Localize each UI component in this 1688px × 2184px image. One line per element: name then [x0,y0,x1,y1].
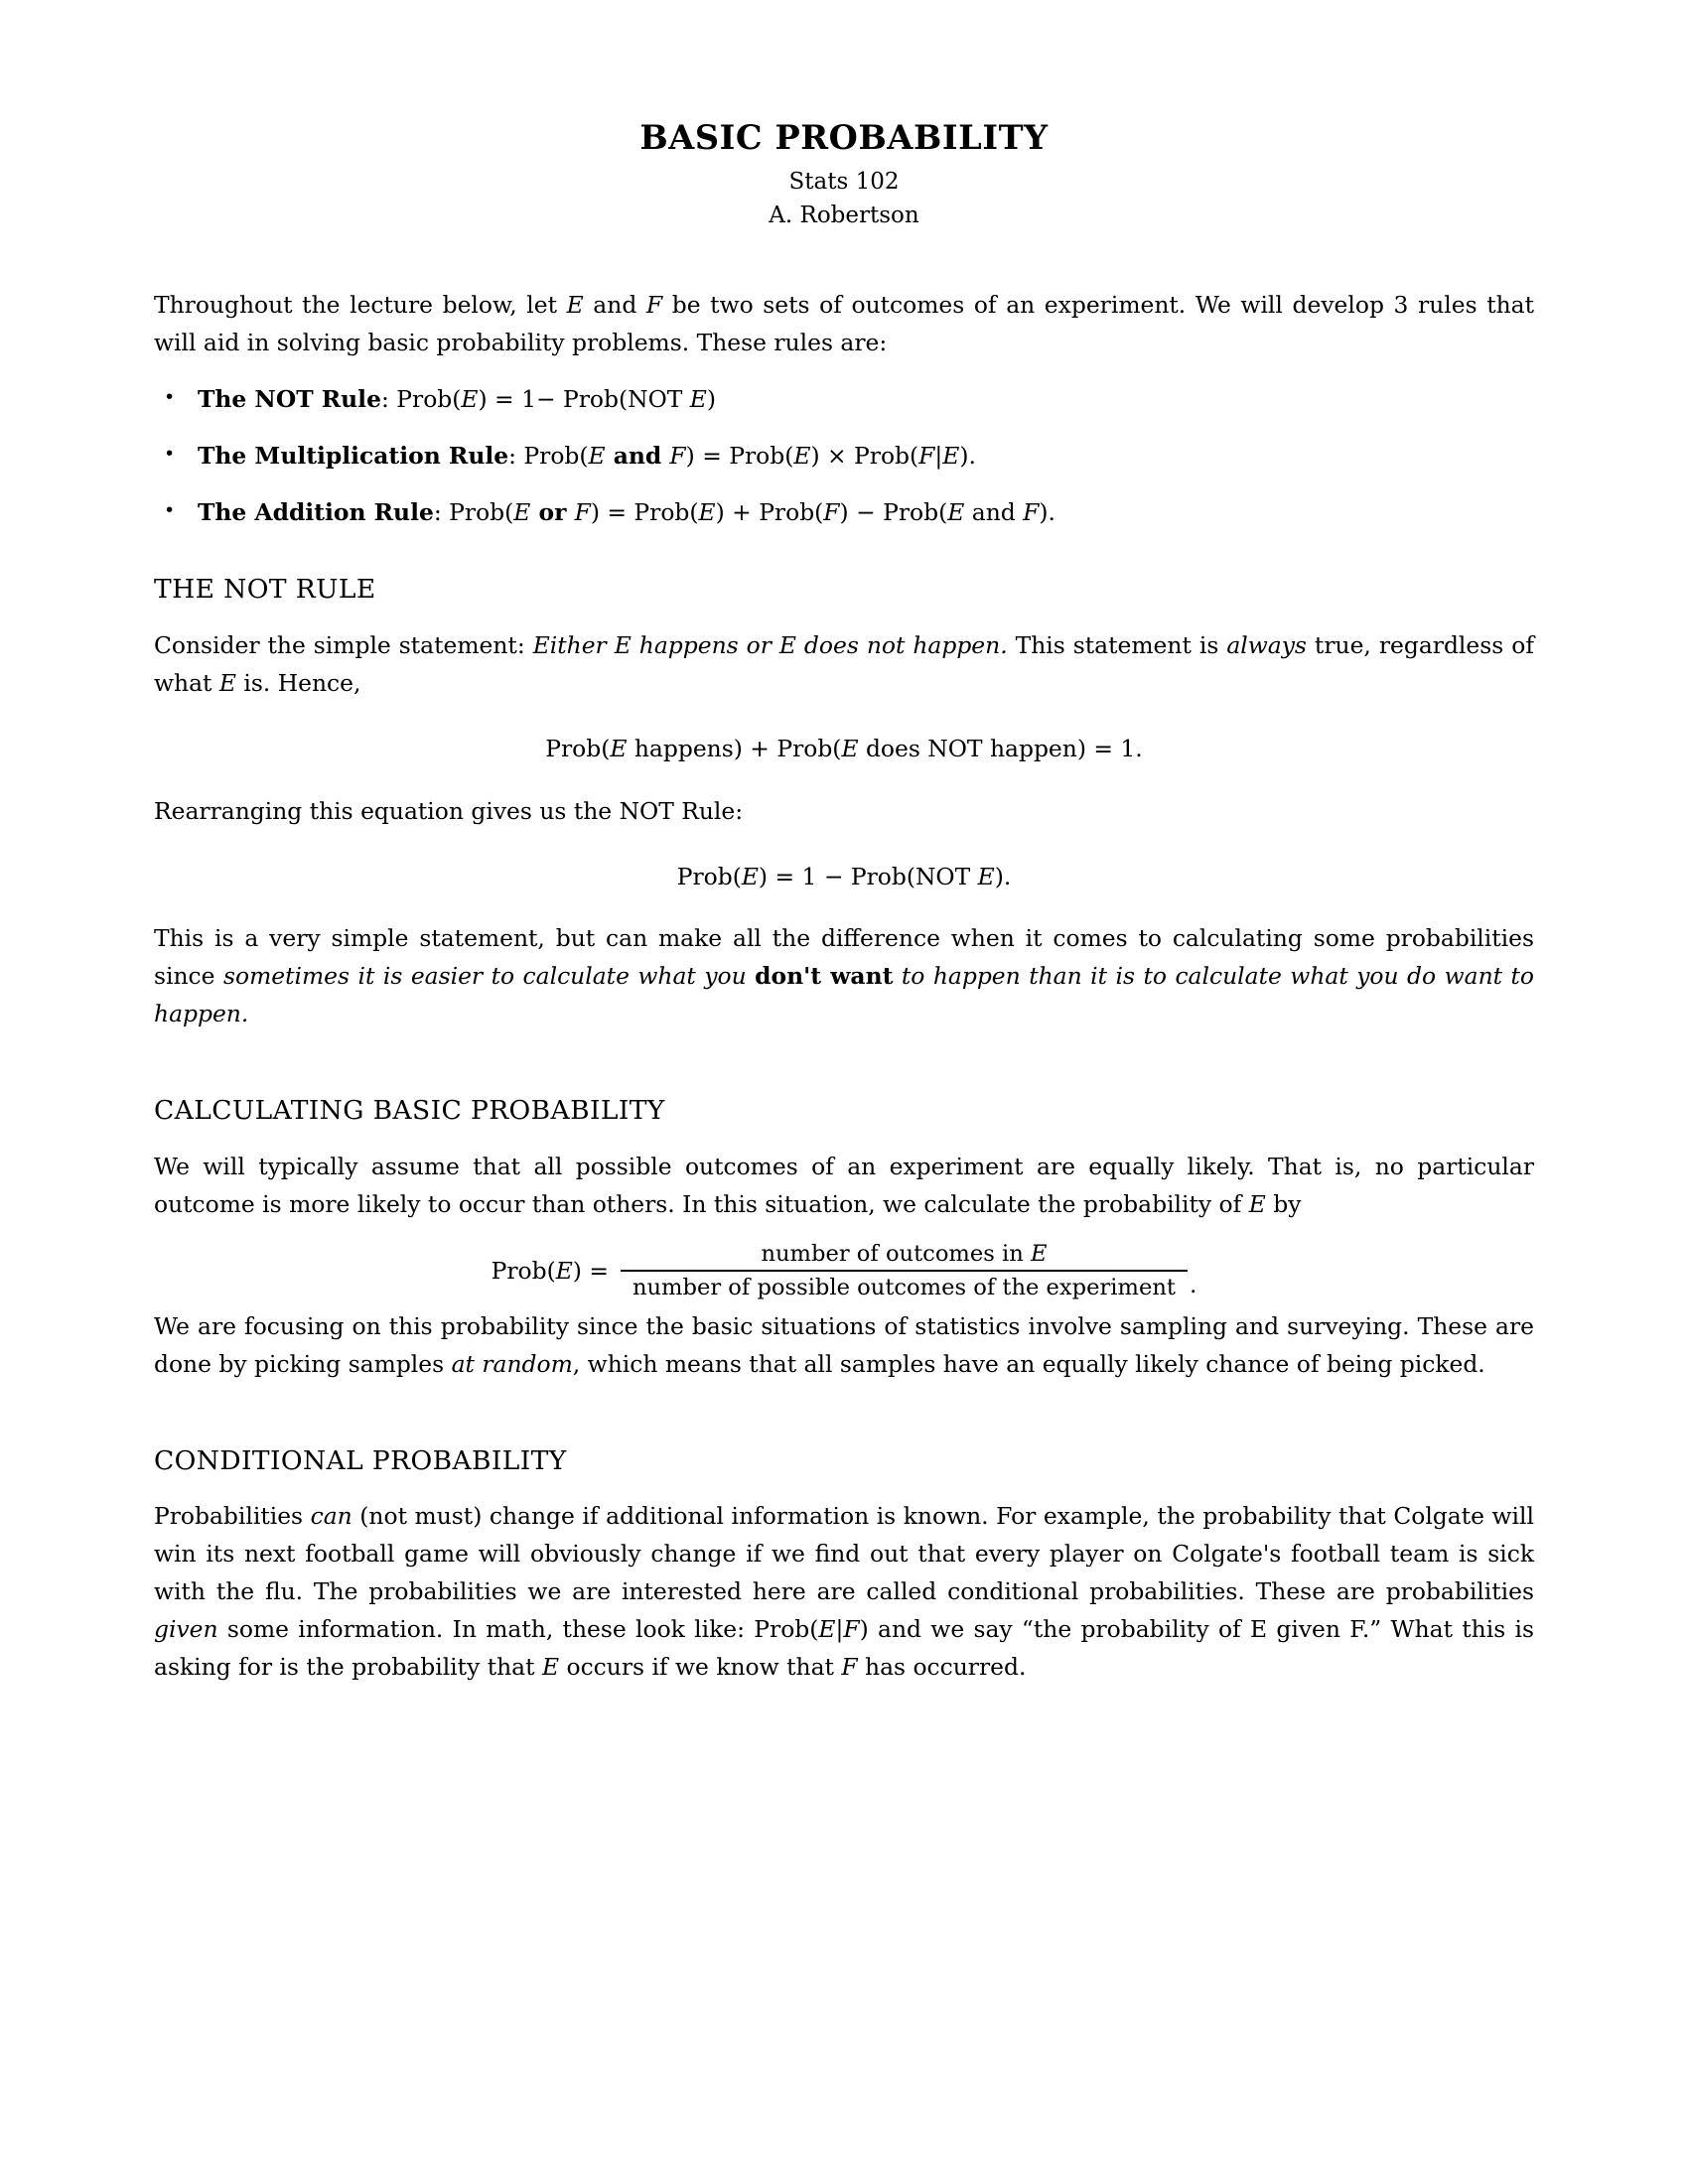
author-name: A. Robertson [769,203,919,229]
eq2-v1: E [741,862,759,890]
list-item-multiplication-rule [154,439,1534,474]
display-equation-not-rule-sum [154,733,1534,765]
intro-text-c: be two sets of outcomes of an experiment. We will develop 3 rules that will aid in solving basic probability problems. These rules are: [154,291,1534,357]
bullet-icon: • [164,386,176,409]
nr-p1-italic: Either E happens or E does not happen. [532,631,1008,660]
list-item-addition-rule [154,495,1534,530]
section-heading-conditional: CONDITIONAL PROBABILITY [154,1444,567,1476]
cp-p1-a: Probabilities [154,1502,311,1531]
rule-formula-mult-end: ). [959,442,976,471]
fraction-numerator [749,1241,1058,1270]
rule-formula-mult-v5: E [942,442,960,471]
nr-p1-b: This statement is [1007,631,1227,660]
fraction-period: . [1189,1270,1197,1298]
bullet-icon: • [164,499,176,522]
frac-lhs-a: Prob( [491,1256,556,1285]
rule-formula-add-v4: F [823,498,840,527]
eq1-v1: E [610,735,628,763]
rule-formula-add-v6: F [1023,498,1040,527]
bullet-icon: • [164,443,176,466]
cp-math-bar: | [835,1615,844,1644]
rule-colon-mult: : [508,442,524,471]
nr-p1-a: Consider the simple statement: [154,631,533,660]
display-equation-not-rule [154,861,1534,893]
cp-p1-f: has occurred. [857,1653,1027,1682]
intro-text-b: and [583,291,646,320]
fraction [621,1241,1188,1300]
rule-formula-add-mid: ) = Prob( [590,498,699,527]
nr-p3-bold: don't want [755,962,894,991]
cp-p1-var-f: F [841,1653,858,1682]
cp-p1-c: some information. In math, these look like: [217,1615,755,1644]
cb-p2-a: We are focusing on this probability since the basic situations of statistics involve sampling and surveying. These are done by picking samples [154,1311,1534,1378]
cp-p1-e: occurs if we know that [559,1653,842,1682]
rule-formula-mult-times: ) × Prob( [810,442,919,471]
frac-num-a: number of outcomes in [761,1240,1031,1267]
list-item-not-rule [154,382,1534,417]
body-column [154,287,1534,1687]
cp-p1-var-e: E [541,1653,560,1682]
rule-formula-mult-v1: E [588,442,606,471]
rule-formula-add-v1: E [513,498,531,527]
course-name: Stats 102 [788,168,900,195]
eq2-a: Prob( [676,862,742,890]
intro-text-a: Throughout the lecture below, let [154,291,567,320]
rule-formula-mult-v4: F [918,442,935,471]
rule-name-mult: The Multiplication Rule [198,442,509,471]
rule-formula-not-v2: E [689,385,707,414]
cp-math-v2: F [843,1615,860,1644]
eq2-b: ) = 1 − Prob(NOT [758,862,978,890]
display-equation-probability-fraction [154,1241,1534,1300]
cb-p1-a: We will typically assume that all possible outcomes of an experiment are equally likely. That is, no particular outcome is more likely to occur than others. In this situation, we calculate the probability of [154,1153,1534,1218]
not-rule-paragraph-2: Rearranging this equation gives us the NOT Rule: [154,796,744,825]
cp-p1-d: and we say “the probability of E given F.” What this is asking for is the probability that [154,1615,1535,1682]
rule-formula-not-v1: E [461,385,479,414]
cb-p1-b: by [1265,1189,1302,1218]
rule-formula-not-c: ) [706,385,716,414]
page-title: BASIC PROBABILITY [639,118,1049,157]
cp-math-a: Prob( [754,1615,819,1644]
nr-p1-italic2: always [1226,631,1307,660]
cb-p2-b: , which means that all samples have an equally likely chance of being picked. [572,1349,1485,1378]
rule-formula-add-plus: ) + Prob( [715,498,824,527]
nr-p1-d: is. Hence, [235,669,361,698]
cb-p1-var: E [1248,1189,1266,1218]
rules-list [154,382,1534,530]
eq1-c: does NOT happen) = 1. [858,735,1143,763]
nr-p1-var: E [218,669,236,698]
eq1-v2: E [841,735,859,763]
eq1-b: happens) + Prob( [627,735,842,763]
fraction-lhs [492,1257,621,1285]
cp-math-v1: E [818,1615,836,1644]
not-rule-paragraph-1 [154,627,1534,703]
cp-math-b: ) [859,1615,869,1644]
rule-name-not: The NOT Rule [198,385,381,414]
fraction-denominator: number of possible outcomes of the experiment [632,1274,1176,1300]
rule-name-add: The Addition Rule [198,498,434,527]
eq1-a: Prob( [545,735,611,763]
frac-num-var: E [1030,1240,1048,1267]
cp-p1-b: (not must) change if additional information is known. For example, the probability that Colgate will win its next football game will obviously change if we find out that every player on Colgate's football team is sick with the flu. The probabilities we are interested here are called conditional probabilities. These are probabilities [154,1502,1534,1606]
rule-formula-mult-bar: | [934,442,943,471]
cp-p1-italic2: given [154,1615,218,1644]
eq2-c: ). [994,862,1012,890]
intro-var-e: E [566,291,584,320]
frac-lhs-var: E [555,1256,573,1285]
rule-formula-add-end: ). [1039,498,1055,527]
rule-formula-add-v5: E [947,498,965,527]
title-block [154,119,1534,231]
page-sheet [154,0,1534,2184]
conditional-paragraph-1 [154,1498,1534,1687]
rule-formula-add-minus: ) − Prob( [839,498,948,527]
rule-formula-mult-mid: ) = Prob( [685,442,794,471]
rule-formula-mult-v3: E [793,442,811,471]
rule-formula-mult-v2: F [669,442,686,471]
rule-formula-not-b: ) = 1− Prob(NOT [478,385,690,414]
section-heading-calculating: CALCULATING BASIC PROBABILITY [154,1095,665,1127]
page-content [154,119,1534,1704]
not-rule-paragraph-3 [154,920,1534,1033]
rule-formula-mult-a: Prob( [523,442,589,471]
eq2-v2: E [977,862,995,890]
rule-colon-not: : [380,385,397,414]
nr-p1-c: true, regardless of what [154,631,1534,698]
section-heading-not-rule: THE NOT RULE [154,574,376,606]
rule-formula-add-a: Prob( [449,498,514,527]
rule-formula-add-v2: F [574,498,591,527]
calculating-paragraph-2 [154,1308,1534,1384]
rule-colon-add: : [433,498,450,527]
nr-p3-a: This is a very simple statement, but can make all the difference when it comes to calculating some probabilities since [154,924,1534,991]
intro-paragraph [154,287,1534,362]
nr-p3-italic-b: to happen than it is to calculate what you do want to happen. [154,962,1534,1028]
nr-p3-italic-a: sometimes it is easier to calculate what you [222,962,756,991]
frac-lhs-b: ) = [572,1256,609,1285]
rule-formula-add-or: or [530,498,575,527]
cp-p1-italic: can [310,1502,352,1531]
rule-formula-add-v3: E [698,498,716,527]
calculating-paragraph-1 [154,1149,1534,1224]
rule-formula-add-and: and [964,498,1024,527]
cb-p2-italic: at random [451,1349,573,1378]
rule-formula-not-a: Prob( [396,385,462,414]
rule-formula-mult-and: and [605,442,670,471]
intro-var-f: F [645,291,663,320]
